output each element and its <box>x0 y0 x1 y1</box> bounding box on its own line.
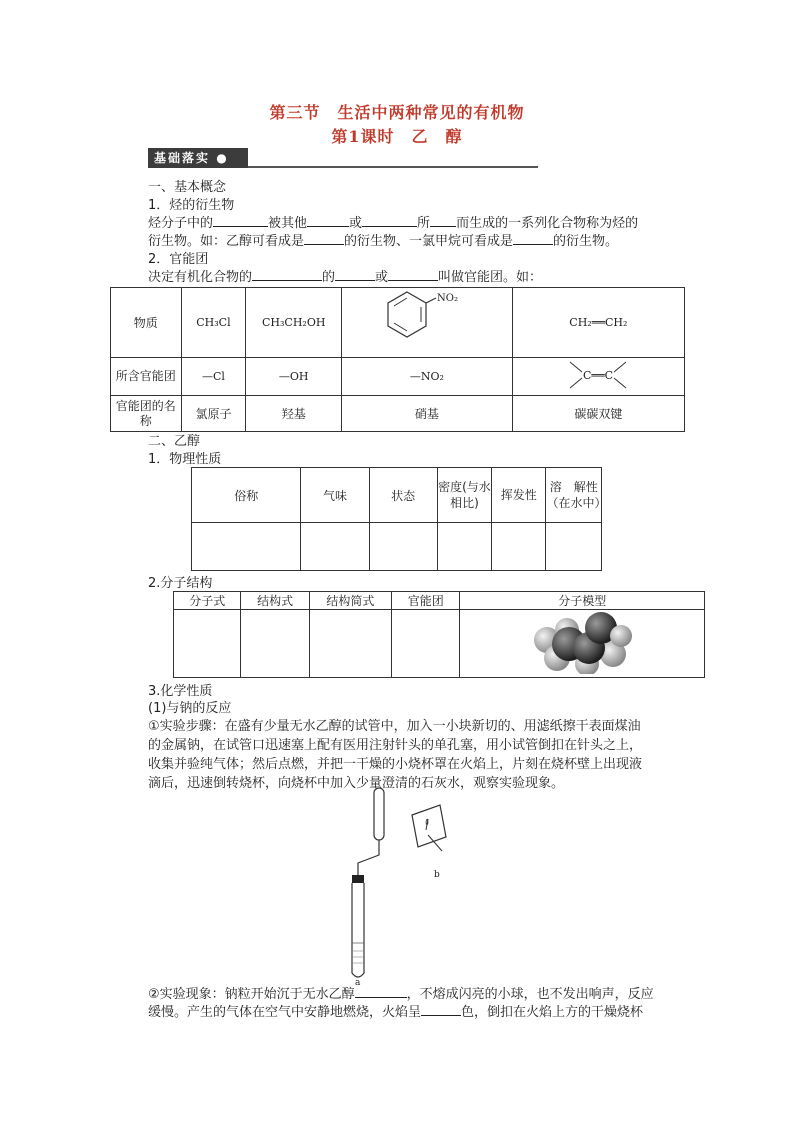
banner-text: 基础落实 <box>154 151 211 165</box>
page-subtitle: 第1课时 乙 醇 <box>331 127 463 146</box>
nitro-label: NO₂ <box>436 293 458 304</box>
subheading-physical: 1．物理性质 <box>148 452 222 467</box>
collection-tube-icon <box>374 788 384 840</box>
struct-header-condensed: 结构简式 <box>309 592 391 610</box>
procedure-line-4: 滴后，迅速倒转烧杯，向烧杯中加入少量澄清的石灰水，观察实验现象。 <box>148 776 565 791</box>
subheading-structure: 2.分子结构 <box>148 576 213 591</box>
substance-ethylene: CH₂══CH₂ <box>512 288 684 358</box>
struct-header-structural: 结构式 <box>241 592 309 610</box>
observation-line-1: ②实验现象：钠粒开始沉于无水乙醇 ，不熔成闪亮的小球，也不发出响声，反应 <box>148 987 654 1002</box>
substance-nitrobenzene <box>342 288 513 358</box>
name-chlorine: 氯原子 <box>181 396 246 432</box>
observation-line-2: 缓慢。产生的气体在空气中安静地燃烧，火焰呈 色，倒扣在火焰上方的干燥烧杯 <box>148 1005 644 1020</box>
phys-cell <box>369 523 437 571</box>
label-a: a <box>355 978 361 985</box>
ethanol-model-icon <box>527 610 637 674</box>
molecular-structure-table <box>173 591 705 678</box>
phys-header-common-name: 俗称 <box>192 468 301 523</box>
page-title: 第三节 生活中两种常见的有机物 <box>269 103 525 122</box>
section-heading-2: 二、乙醇 <box>148 434 201 449</box>
struct-header-group: 官能团 <box>392 592 460 610</box>
phys-header-solubility: 溶 解性（在水中） <box>546 468 602 523</box>
apparatus-diagram <box>330 785 470 985</box>
name-hydroxyl: 羟基 <box>246 396 342 432</box>
name-double-bond: 碳碳双键 <box>512 396 684 432</box>
struct-cell <box>174 610 241 678</box>
benzene-ring-icon <box>372 288 482 354</box>
svg-text:C══C: C══C <box>583 369 614 382</box>
procedure-line-2: 的金属钠，在试管口迅速塞上配有医用注射针头的单孔塞，用小试管倒扣在针头之上， <box>148 738 643 753</box>
substance-ethanol: CH₃CH₂OH <box>246 288 342 358</box>
phys-cell <box>492 523 546 571</box>
group-cc-double <box>512 358 684 396</box>
struct-header-model: 分子模型 <box>460 592 705 610</box>
stopper-icon <box>352 875 364 883</box>
struct-header-formula: 分子式 <box>174 592 241 610</box>
row-label-group-name: 官能团的名称 <box>111 396 182 432</box>
phys-header-density: 密度(与水相比) <box>437 468 491 523</box>
double-bond-icon <box>558 358 638 392</box>
subheading-sodium-reaction: (1)与钠的反应 <box>148 701 232 716</box>
procedure-line-1: ①实验步骤：在盛有少量无水乙醇的试管中，加入一小块新切的、用滤纸擦干表面煤油 <box>148 719 641 734</box>
subheading-chemical: 3.化学性质 <box>148 684 213 699</box>
space-filling-model <box>460 610 705 678</box>
row-label-substance: 物质 <box>111 288 182 358</box>
phys-cell <box>546 523 602 571</box>
name-nitro: 硝基 <box>342 396 513 432</box>
group-no2: —NO₂ <box>342 358 513 396</box>
label-b: b <box>434 870 440 880</box>
phys-header-state: 状态 <box>369 468 437 523</box>
phys-header-odor: 气味 <box>301 468 369 523</box>
paragraph-derivatives-1: 烃分子中的 被其他 或 所 而生成的一系列化合物称为烃的 <box>148 216 639 231</box>
phys-cell <box>437 523 491 571</box>
phys-header-volatility: 挥发性 <box>492 468 546 523</box>
physical-properties-table <box>191 467 607 571</box>
procedure-line-3: 收集并验纯气体；然后点燃，并把一干燥的小烧杯罩在火焰上，片刻在烧杯壁上出现液 <box>148 757 643 772</box>
banner-rule <box>248 166 538 168</box>
struct-cell <box>392 610 460 678</box>
group-oh: —OH <box>246 358 342 396</box>
group-cl: —Cl <box>181 358 246 396</box>
beaker-icon <box>412 805 446 851</box>
paragraph-derivatives-2: 衍生物。如：乙醇可看成是 的衍生物、一氯甲烷可看成是 的衍生物。 <box>148 234 619 249</box>
struct-cell <box>241 610 309 678</box>
paragraph-functional-group: 决定有机化合物的 的 或 叫做官能团。如： <box>148 270 543 285</box>
row-label-group: 所含官能团 <box>111 358 182 396</box>
subheading-derivatives: 1．烃的衍生物 <box>148 198 235 213</box>
phys-cell <box>301 523 369 571</box>
needle-icon <box>358 847 379 877</box>
phys-cell <box>192 523 301 571</box>
section-banner: 基础落实 ● <box>148 148 248 168</box>
subheading-functional-group: 2．官能团 <box>148 252 209 267</box>
struct-cell <box>309 610 391 678</box>
substance-chloromethane: CH₃Cl <box>181 288 246 358</box>
functional-group-table <box>110 287 685 432</box>
section-heading-1: 一、基本概念 <box>148 180 227 195</box>
